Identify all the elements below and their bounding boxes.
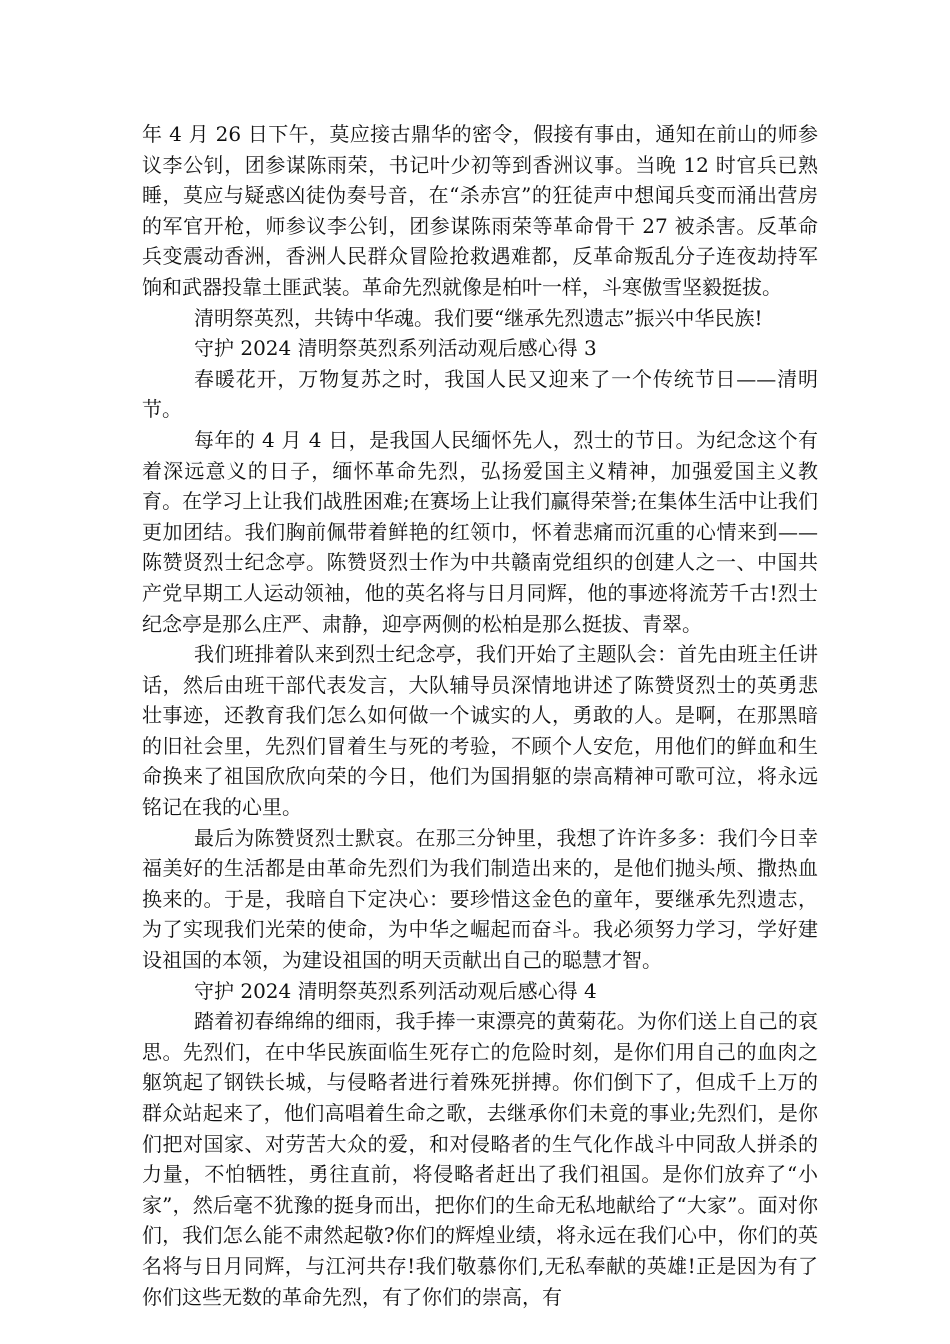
section-heading-3: 守护 2024 清明祭英烈系列活动观后感心得 3 <box>194 336 597 361</box>
paragraph-spring-rain: 踏着初春绵绵的细雨，我手捧一束漂亮的黄菊花。为你们送上自己的哀思。先烈们，在中华民族面临生死存亡的危险时刻，是你们用自己的血肉之躯筑起了钢铁长城，与侵略者进行着殊死拼搏。你们倒下了，但成千上万的群众站起来了，他们高唱着生命之歌，去继承你们未竟的事业;先烈们，是你们把对国家、对劳苦大众的爱，和对侵略者的生气化作战斗中同敌人拼杀的力量，不怕牺牲，勇往直前，将侵略者赶出了我们祖国。是你们放弃了“小家”，然后毫不犹豫的挺身而出，把你们的生命无私地献给了“大家”。面对你们，我们怎么能不肃然起敬?你们的辉煌业绩，将永远在我们心中，你们的英名将与日月同辉，与江河共存!我们敬慕你们,无私奉献的英雄!正是因为有了你们这些无数的革命先烈，有了你们的崇高，有 <box>142 1009 818 1309</box>
paragraph-intro: 春暖花开，万物复苏之时，我国人民又迎来了一个传统节日——清明节。 <box>142 366 818 422</box>
paragraph-continuation: 年 4 月 26 日下午，莫应接古鼎华的密令，假接有事由，通知在前山的师参议李公钊，团参谋陈雨荣，书记叶少初等到香洲议事。当晚 12 时官兵已熟睡，莫应与疑惑凶徒伪奏号音，在“杀赤宫”的狂徒声中想闻兵变而涌出营房的军官开枪，师参议李公钊，团参谋陈雨荣等革命骨干 27 被杀害。反革命兵变震动香洲，香洲人民群众冒险抢救遇难都，反革命叛乱分子连夜劫持军饷和武器投靠土匪武装。革命先烈就像是柏叶一样，斗寒傲雪坚毅挺拔。 <box>142 122 818 299</box>
paragraph-silent-tribute: 最后为陈赞贤烈士默哀。在那三分钟里，我想了许许多多：我们今日幸福美好的生活都是由革命先烈们为我们制造出来的，是他们抛头颅、撒热血换来的。于是，我暗自下定决心：要珍惜这金色的童年，要继承先烈遗志，为了实现我们光荣的使命，为中华之崛起而奋斗。我必须努力学习，学好建设祖国的本领，为建设祖国的明天贡献出自己的聪慧才智。 <box>142 825 818 973</box>
paragraph-team-meeting: 我们班排着队来到烈士纪念亭，我们开始了主题队会：首先由班主任讲话，然后由班干部代表发言，大队辅导员深情地讲述了陈赞贤烈士的英勇悲壮事迹，还教育我们怎么如何做一个诚实的人，勇敢的人。是啊，在那黑暗的旧社会里，先烈们冒着生与死的考验，不顾个人安危，用他们的鲜血和生命换来了祖国欣欣向荣的今日，他们为国捐躯的崇高精神可歌可泣，将永远铭记在我的心里。 <box>142 642 818 820</box>
document-page <box>142 119 818 1312</box>
section-heading-4: 守护 2024 清明祭英烈系列活动观后感心得 4 <box>194 978 597 1003</box>
paragraph-closing-remark: 清明祭英烈，共铸中华魂。我们要“继承先烈遗志”振兴中华民族! <box>194 305 763 330</box>
paragraph-memorial-day: 每年的 4 月 4 日，是我国人民缅怀先人，烈士的节日。为纪念这个有着深远意义的日子，缅怀革命先烈，弘扬爱国主义精神，加强爱国主义教育。在学习上让我们战胜困难;在赛场上让我们赢得荣誉;在集体生活中让我们更加团结。我们胸前佩带着鲜艳的红领巾，怀着悲痛而沉重的心情来到——陈赞贤烈士纪念亭。陈赞贤烈士作为中共赣南党组织的创建人之一、中国共产党早期工人运动领袖，他的英名将与日月同辉，他的事迹将流芳千古!烈士纪念亭是那么庄严、肃静，迎亭两侧的松柏是那么挺拔、青翠。 <box>142 427 818 636</box>
